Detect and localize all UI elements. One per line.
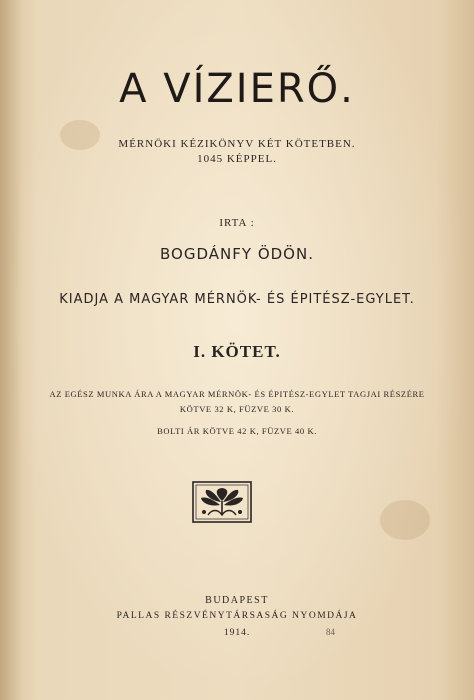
price-line-2: KÖTVE 32 K, FÜZVE 30 K. <box>179 404 295 414</box>
book-title: A VÍZIERŐ. <box>119 66 355 112</box>
imprint-year: 1914. <box>223 628 251 638</box>
imprint-city: BUDAPEST <box>205 595 269 606</box>
publisher-line: KIADJA A MAGYAR MÉRNÖK- ÉS ÉPITÉSZ-EGYLET. <box>59 292 415 307</box>
subtitle-line-2: 1045 KÉPPEL. <box>197 153 277 165</box>
imprint-printer: PALLAS RÉSZVÉNYTÁRSASÁG NYOMDÁJA <box>116 611 358 621</box>
author-label: IRTA : <box>219 217 255 229</box>
margin-mark: 84 <box>326 627 335 637</box>
subtitle-line-1: MÉRNÖKI KÉZIKÖNYV KÉT KÖTETBEN. <box>118 138 356 150</box>
author-name: BOGDÁNFY ÖDÖN. <box>160 245 314 263</box>
price-line-3: BOLTI ÁR KÖTVE 42 K, FÜZVE 40 K. <box>157 426 317 436</box>
palmette-ornament-icon <box>192 481 252 523</box>
volume-label: I. KÖTET. <box>193 342 281 361</box>
price-line-1: AZ EGÉSZ MUNKA ÁRA A MAGYAR MÉRNÖK- ÉS ÉPITÉSZ-EGYLET TAGJAI RÉSZÉRE <box>49 389 425 399</box>
paper-stain <box>380 500 430 540</box>
